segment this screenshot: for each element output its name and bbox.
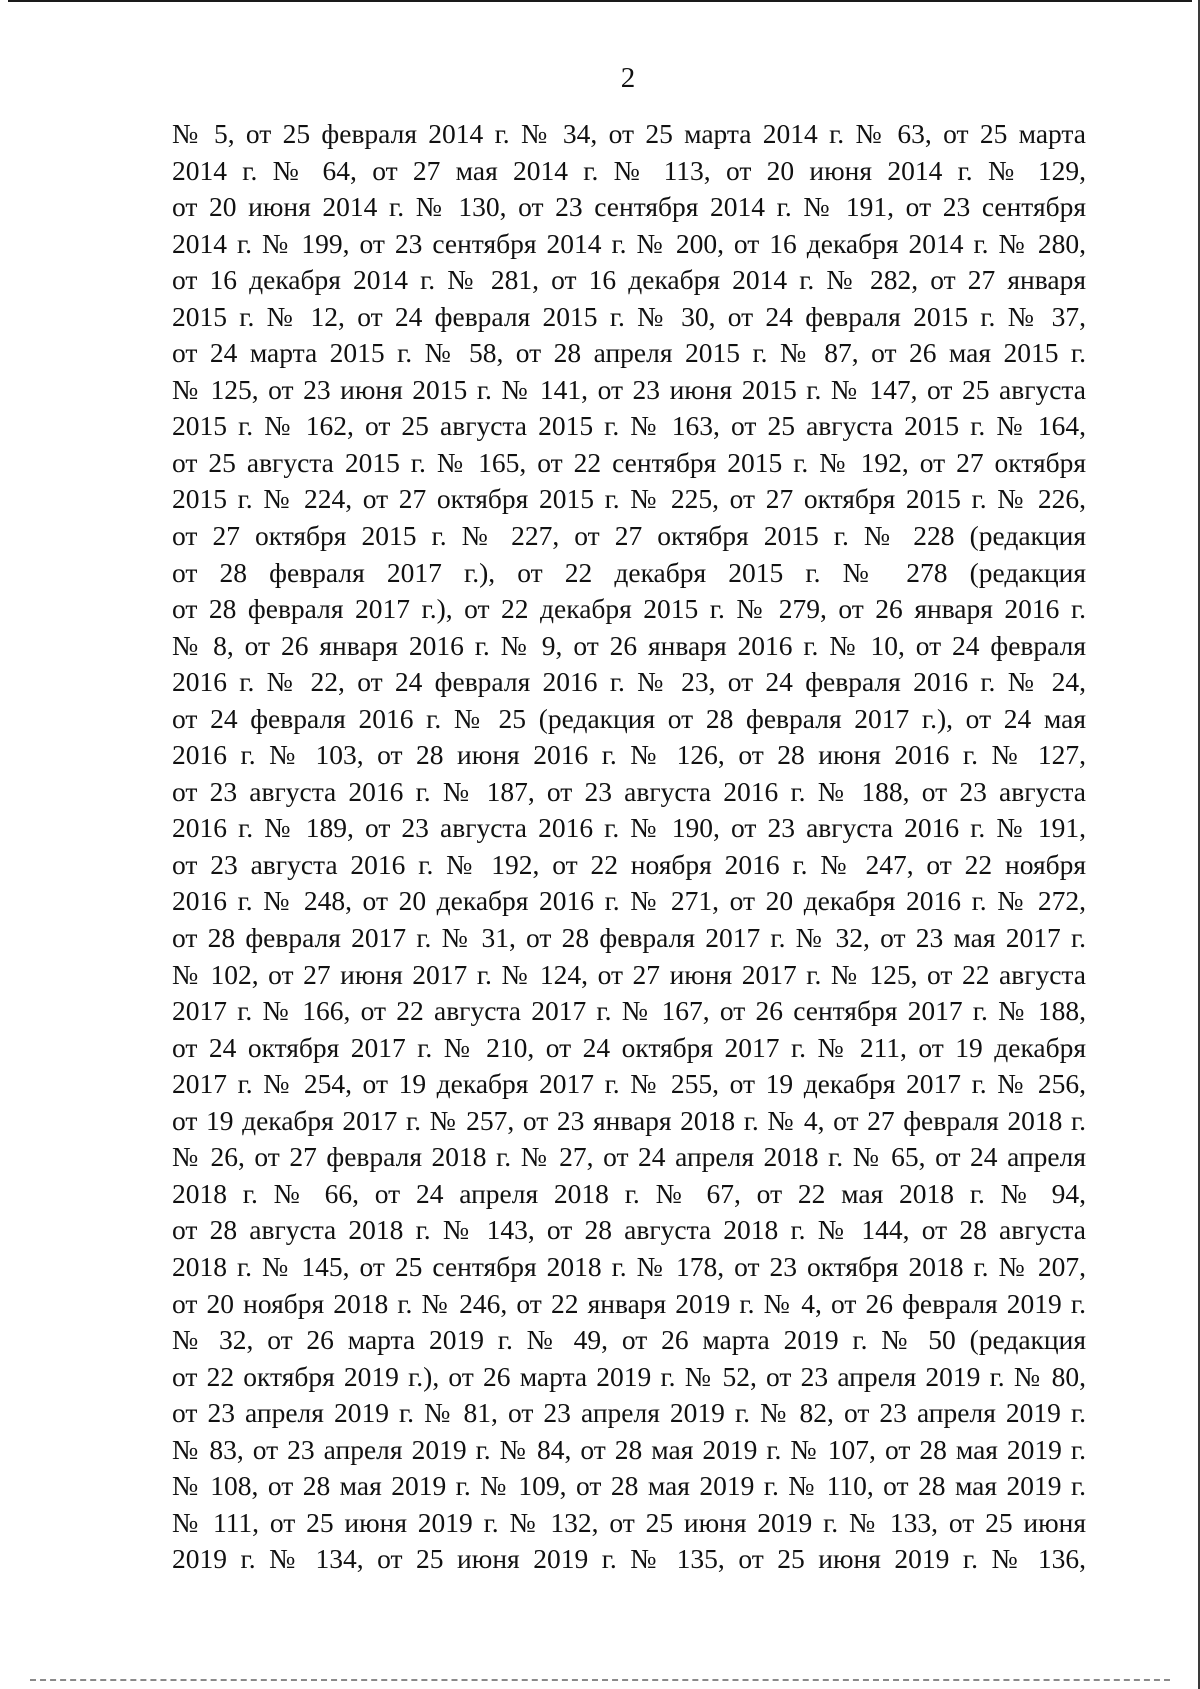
text-line: № 125, от 23 июня 2015 г. № 141, от 23 июня 2015 г. № 147, от 25 августа bbox=[172, 373, 1086, 405]
text-line: 2014 г. № 199, от 23 сентября 2014 г. № 200, от 16 декабря 2014 г. № 280, bbox=[172, 227, 1086, 259]
text-line: от 24 марта 2015 г. № 58, от 28 апреля 2015 г. № 87, от 26 мая 2015 г. bbox=[172, 337, 1086, 369]
text-line: 2014 г. № 64, от 27 мая 2014 г. № 113, от 20 июня 2014 г. № 129, bbox=[172, 154, 1086, 186]
text-line: № 111, от 25 июня 2019 г. № 132, от 25 июня 2019 г. № 133, от 25 июня bbox=[172, 1506, 1086, 1538]
body-text bbox=[172, 116, 1086, 1578]
text-line: № 108, от 28 мая 2019 г. № 109, от 28 мая 2019 г. № 110, от 28 мая 2019 г. bbox=[172, 1470, 1086, 1502]
text-line: 2017 г. № 166, от 22 августа 2017 г. № 167, от 26 сентября 2017 г. № 188, bbox=[172, 995, 1086, 1027]
text-line: № 32, от 26 марта 2019 г. № 49, от 26 марта 2019 г. № 50 (редакция bbox=[172, 1324, 1086, 1356]
text-line: 2016 г. № 248, от 20 декабря 2016 г. № 271, от 20 декабря 2016 г. № 272, bbox=[172, 885, 1086, 917]
scan-top-edge bbox=[8, 0, 1192, 2]
text-line: 2016 г. № 22, от 24 февраля 2016 г. № 23, от 24 февраля 2016 г. № 24, bbox=[172, 666, 1086, 698]
text-line: 2018 г. № 145, от 25 сентября 2018 г. № 178, от 23 октября 2018 г. № 207, bbox=[172, 1250, 1086, 1282]
page-number: 2 bbox=[620, 62, 636, 94]
text-line: 2016 г. № 103, от 28 июня 2016 г. № 126, от 28 июня 2016 г. № 127, bbox=[172, 739, 1086, 771]
text-line: от 28 февраля 2017 г.), от 22 декабря 2015 г. № 279, от 26 января 2016 г. bbox=[172, 593, 1086, 625]
text-line: 2015 г. № 162, от 25 августа 2015 г. № 163, от 25 августа 2015 г. № 164, bbox=[172, 410, 1086, 442]
text-line: № 102, от 27 июня 2017 г. № 124, от 27 июня 2017 г. № 125, от 22 августа bbox=[172, 958, 1086, 990]
text-line: от 27 октября 2015 г. № 227, от 27 октября 2015 г. № 228 (редакция bbox=[172, 520, 1086, 552]
text-line: 2017 г. № 254, от 19 декабря 2017 г. № 255, от 19 декабря 2017 г. № 256, bbox=[172, 1068, 1086, 1100]
text-line: от 23 апреля 2019 г. № 81, от 23 апреля 2019 г. № 82, от 23 апреля 2019 г. bbox=[172, 1397, 1086, 1429]
text-line: от 24 октября 2017 г. № 210, от 24 октября 2017 г. № 211, от 19 декабря bbox=[172, 1031, 1086, 1063]
scan-bottom-edge bbox=[30, 1679, 1170, 1681]
text-line: от 23 августа 2016 г. № 187, от 23 августа 2016 г. № 188, от 23 августа bbox=[172, 775, 1086, 807]
text-line: 2019 г. № 134, от 25 июня 2019 г. № 135, от 25 июня 2019 г. № 136, bbox=[172, 1543, 1086, 1575]
text-line: от 28 февраля 2017 г.), от 22 декабря 2015 г. № 278 (редакция bbox=[172, 556, 1086, 588]
text-line: 2018 г. № 66, от 24 апреля 2018 г. № 67, от 22 мая 2018 г. № 94, bbox=[172, 1177, 1086, 1209]
text-line: 2015 г. № 12, от 24 февраля 2015 г. № 30, от 24 февраля 2015 г. № 37, bbox=[172, 300, 1086, 332]
text-line: от 19 декабря 2017 г. № 257, от 23 января 2018 г. № 4, от 27 февраля 2018 г. bbox=[172, 1104, 1086, 1136]
text-line: от 22 октября 2019 г.), от 26 марта 2019 г. № 52, от 23 апреля 2019 г. № 80, bbox=[172, 1360, 1086, 1392]
text-line: от 20 ноября 2018 г. № 246, от 22 января 2019 г. № 4, от 26 февраля 2019 г. bbox=[172, 1287, 1086, 1319]
text-line: от 16 декабря 2014 г. № 281, от 16 декабря 2014 г. № 282, от 27 января bbox=[172, 264, 1086, 296]
text-line: от 28 августа 2018 г. № 143, от 28 августа 2018 г. № 144, от 28 августа bbox=[172, 1214, 1086, 1246]
text-line: 2016 г. № 189, от 23 августа 2016 г. № 190, от 23 августа 2016 г. № 191, bbox=[172, 812, 1086, 844]
text-line: № 5, от 25 февраля 2014 г. № 34, от 25 марта 2014 г. № 63, от 25 марта bbox=[172, 118, 1086, 149]
text-line: от 23 августа 2016 г. № 192, от 22 ноября 2016 г. № 247, от 22 ноября bbox=[172, 848, 1086, 880]
text-line: № 8, от 26 января 2016 г. № 9, от 26 января 2016 г. № 10, от 24 февраля bbox=[172, 629, 1086, 661]
text-line: от 28 февраля 2017 г. № 31, от 28 февраля 2017 г. № 32, от 23 мая 2017 г. bbox=[172, 922, 1086, 954]
text-line: от 25 августа 2015 г. № 165, от 22 сентября 2015 г. № 192, от 27 октября bbox=[172, 446, 1086, 478]
text-line: от 20 июня 2014 г. № 130, от 23 сентября 2014 г. № 191, от 23 сентября bbox=[172, 191, 1086, 223]
text-line: № 83, от 23 апреля 2019 г. № 84, от 28 мая 2019 г. № 107, от 28 мая 2019 г. bbox=[172, 1433, 1086, 1465]
text-line: № 26, от 27 февраля 2018 г. № 27, от 24 апреля 2018 г. № 65, от 24 апреля bbox=[172, 1141, 1086, 1173]
text-line: от 24 февраля 2016 г. № 25 (редакция от 28 февраля 2017 г.), от 24 мая bbox=[172, 702, 1086, 734]
text-line: 2015 г. № 224, от 27 октября 2015 г. № 225, от 27 октября 2015 г. № 226, bbox=[172, 483, 1086, 515]
